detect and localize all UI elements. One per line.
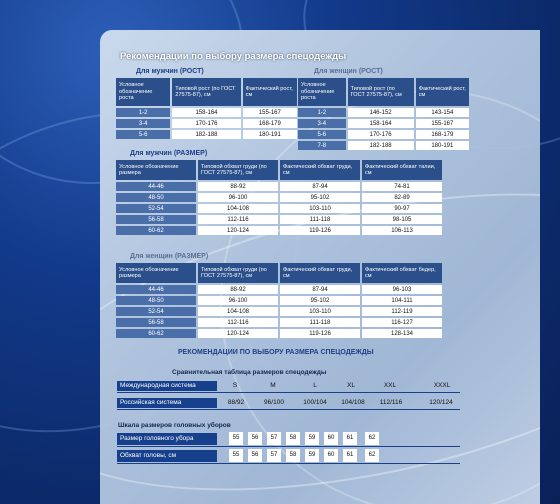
table-row <box>298 141 469 150</box>
table-row <box>116 307 442 316</box>
table-row <box>116 204 442 213</box>
table-cell: 146-152 <box>348 108 414 117</box>
comparison-title: РЕКОМЕНДАЦИИ ПО ВЫБОРУ РАЗМЕРА СПЕЦОДЕЖДЫ <box>178 349 374 356</box>
intl-size-cell: XL <box>347 382 355 389</box>
table-row <box>116 318 442 327</box>
table-row <box>116 329 442 338</box>
table-cell: 168-179 <box>243 119 297 128</box>
men-size-section-title: Для мужчин (РАЗМЕР) <box>130 150 208 157</box>
table-cell: 3-4 <box>298 119 346 128</box>
head-size-cell: 55 <box>229 432 243 445</box>
table-cell: 143-154 <box>416 108 469 117</box>
header-cell: Типовой обхват груди (по ГОСТ 27575-87), см <box>198 160 278 180</box>
head-girth-cell: 57 <box>267 449 281 462</box>
table-cell: 158-164 <box>172 108 240 117</box>
table-cell: 88-92 <box>198 285 278 294</box>
table-cell: 180-191 <box>416 141 469 150</box>
table-cell: 5-6 <box>116 130 170 139</box>
header-cell: Условное обозначение роста <box>116 78 170 106</box>
table-cell: 104-108 <box>198 204 278 213</box>
table-row <box>116 215 442 224</box>
table-cell: 120-124 <box>198 226 278 235</box>
header-cell: Фактический обхват груди, см <box>280 263 360 283</box>
head-size-cell: 56 <box>248 432 262 445</box>
intl-size-cell: XXXL <box>433 382 451 389</box>
head-girth-cell: 56 <box>248 449 262 462</box>
head-girth-cell: 59 <box>305 449 319 462</box>
table-cell: 111-118 <box>280 318 360 327</box>
table-cell: 111-118 <box>280 215 360 224</box>
table-cell: 74-81 <box>362 182 442 191</box>
table-cell: 104-108 <box>198 307 278 316</box>
table-cell: 182-188 <box>172 130 240 139</box>
header-cell: Типовой рост (по ГОСТ 27575-87), см <box>348 78 414 106</box>
head-size-label: Размер головного убора <box>117 433 217 445</box>
table-cell: 112-119 <box>362 307 442 316</box>
head-size-cell: 58 <box>286 432 300 445</box>
table-cell: 168-179 <box>416 130 469 139</box>
header-cell: Типовой рост (по ГОСТ 27575-87), см <box>172 78 240 106</box>
table-cell: 88-92 <box>198 182 278 191</box>
table-cell: 96-103 <box>362 285 442 294</box>
table-cell: 52-54 <box>116 204 196 213</box>
intl-system-label: Международная система <box>117 381 217 391</box>
table-cell: 103-110 <box>280 204 360 213</box>
header-cell: Фактический обхват талии, см <box>362 160 442 180</box>
table-cell: 96-100 <box>198 193 278 202</box>
table-cell: 56-58 <box>116 215 196 224</box>
header-cell: Условное обозначение размера <box>116 263 196 283</box>
ru-size-cell: 112/116 <box>379 399 403 406</box>
table-cell: 44-46 <box>116 285 196 294</box>
header-cell: Типовой обхват груди (по ГОСТ 27575-87), см <box>198 263 278 283</box>
table-cell: 3-4 <box>116 119 170 128</box>
table-cell: 60-62 <box>116 226 196 235</box>
ru-size-cell: 88/92 <box>227 399 245 406</box>
table-cell: 7-8 <box>298 141 346 150</box>
table-cell: 128-134 <box>362 329 442 338</box>
head-girth-cell: 62 <box>365 449 379 462</box>
header-cell: Фактический рост, см <box>416 78 469 106</box>
ru-size-cell: 96/100 <box>264 399 284 406</box>
head-size-cell: 60 <box>324 432 338 445</box>
divider-line <box>117 463 460 464</box>
head-size-cell: 59 <box>305 432 319 445</box>
table-cell: 170-176 <box>348 130 414 139</box>
table-cell: 95-102 <box>280 296 360 305</box>
table-cell: 98-105 <box>362 215 442 224</box>
header-cell: Фактический обхват груди, см <box>280 160 360 180</box>
table-cell: 120-124 <box>198 329 278 338</box>
table-cell: 82-89 <box>362 193 442 202</box>
comparison-subtitle: Сравнительная таблица размеров спецодежды <box>172 369 327 376</box>
table-cell: 104-111 <box>362 296 442 305</box>
table-row <box>116 182 442 191</box>
table-cell: 170-176 <box>172 119 240 128</box>
table-row <box>116 285 442 294</box>
header-cell: Фактический рост, см <box>243 78 297 106</box>
ru-system-label: Российская система <box>117 398 217 408</box>
men-height-table <box>114 76 299 141</box>
men-size-table <box>114 158 444 237</box>
divider-line <box>117 446 460 447</box>
head-girth-cell: 60 <box>324 449 338 462</box>
header-cell: Фактический обхват бедер, см <box>362 263 442 283</box>
head-girth-cell: 58 <box>286 449 300 462</box>
table-cell: 155-167 <box>416 119 469 128</box>
intl-size-cell: L <box>313 382 317 389</box>
head-girth-label: Обхват головы, см <box>117 450 217 462</box>
table-row <box>298 108 469 117</box>
table-row <box>298 119 469 128</box>
table-row <box>298 130 469 139</box>
header-cell: Условное обозначение размера <box>116 160 196 180</box>
table-cell: 106-113 <box>362 226 442 235</box>
table-row <box>116 130 297 139</box>
table-cell: 96-100 <box>198 296 278 305</box>
table-cell: 1-2 <box>116 108 170 117</box>
table-cell: 112-116 <box>198 318 278 327</box>
table-cell: 112-116 <box>198 215 278 224</box>
head-size-cell: 62 <box>365 432 379 445</box>
ru-size-cell: 104/108 <box>341 399 365 406</box>
table-cell: 119-126 <box>280 329 360 338</box>
table-cell: 44-46 <box>116 182 196 191</box>
intl-size-cell: M <box>270 382 276 389</box>
table-cell: 182-188 <box>348 141 414 150</box>
divider-line <box>117 409 460 410</box>
women-size-section-title: Для женщин (РАЗМЕР) <box>130 253 209 260</box>
table-row <box>116 119 297 128</box>
table-cell: 158-164 <box>348 119 414 128</box>
table-cell: 5-6 <box>298 130 346 139</box>
header-cell: Условное обозначение роста <box>298 78 346 106</box>
table-cell: 60-62 <box>116 329 196 338</box>
page-title: Рекомендации по выбору размера спецодежды <box>120 51 347 62</box>
table-cell: 95-102 <box>280 193 360 202</box>
table-cell: 1-2 <box>298 108 346 117</box>
table-cell: 155-167 <box>243 108 297 117</box>
table-row <box>116 108 297 117</box>
head-size-cell: 57 <box>267 432 281 445</box>
head-girth-cell: 55 <box>229 449 243 462</box>
table-cell: 90-97 <box>362 204 442 213</box>
divider-line <box>117 392 460 393</box>
head-size-cell: 61 <box>343 432 357 445</box>
head-girth-cell: 61 <box>343 449 357 462</box>
ru-size-cell: 120/124 <box>429 399 453 406</box>
table-cell: 48-50 <box>116 296 196 305</box>
table-cell: 56-58 <box>116 318 196 327</box>
table-cell: 116-127 <box>362 318 442 327</box>
table-row <box>116 193 442 202</box>
intl-size-cell: S <box>232 382 238 389</box>
table-cell: 87-94 <box>280 285 360 294</box>
men-height-section-title: Для мужчин (РОСТ) <box>136 68 204 75</box>
table-row <box>116 226 442 235</box>
intl-size-cell: XXL <box>383 382 397 389</box>
table-cell: 180-191 <box>243 130 297 139</box>
women-height-table <box>296 76 471 152</box>
table-cell: 52-54 <box>116 307 196 316</box>
table-cell: 103-110 <box>280 307 360 316</box>
women-size-table <box>114 261 444 340</box>
table-cell: 119-126 <box>280 226 360 235</box>
table-cell: 87-94 <box>280 182 360 191</box>
women-height-section-title: Для женщин (РОСТ) <box>314 68 383 75</box>
headwear-subtitle: Шкала размеров головных уборов <box>118 422 231 429</box>
table-cell: 48-50 <box>116 193 196 202</box>
table-row <box>116 296 442 305</box>
ru-size-cell: 100/104 <box>303 399 327 406</box>
